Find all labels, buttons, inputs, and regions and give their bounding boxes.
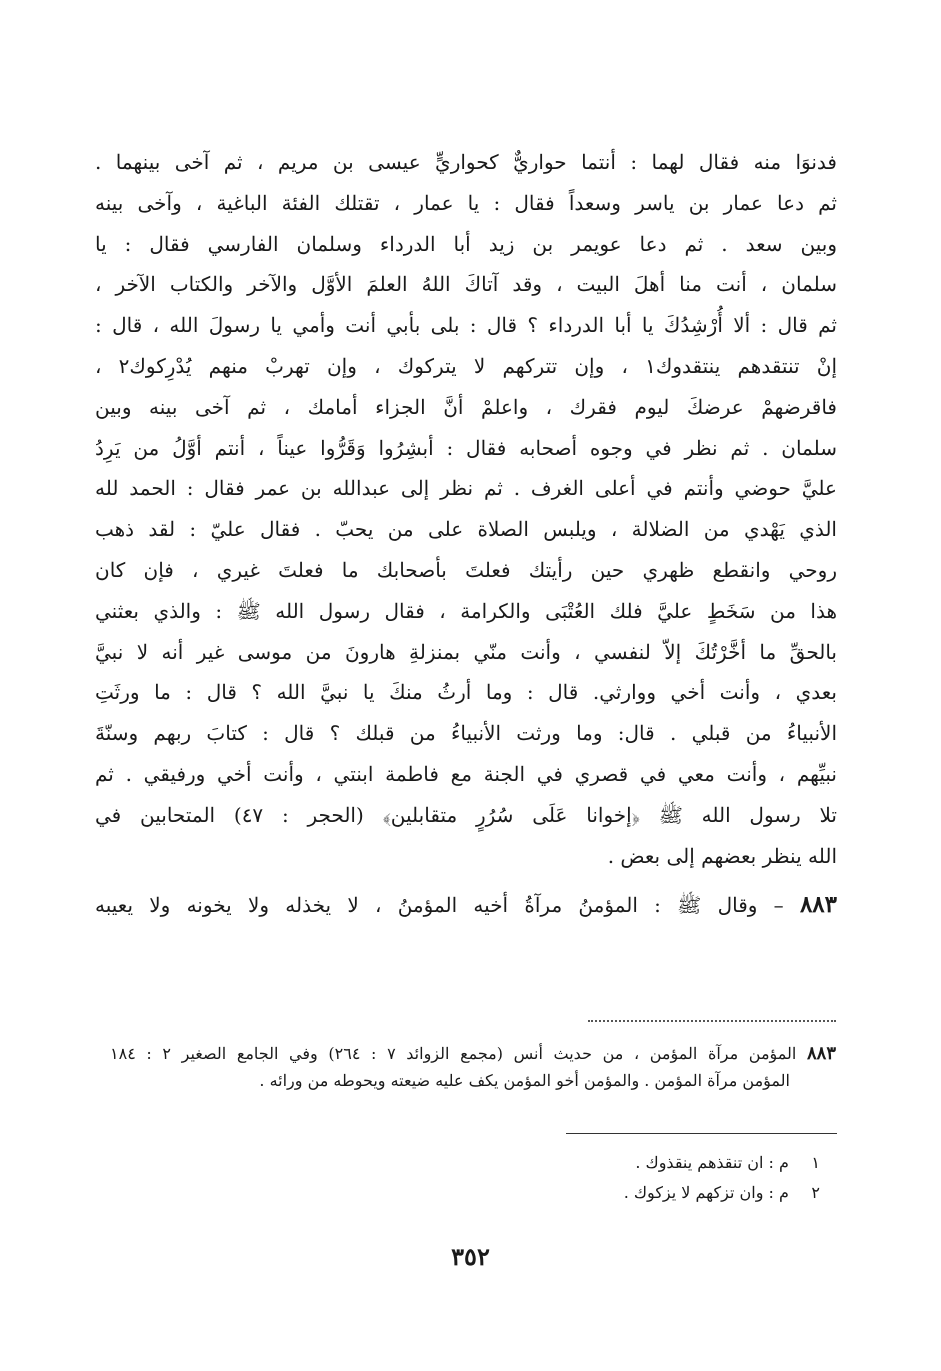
body-line-16: نبيِّهم ، وأنت معي في قصري في الجنة مع فاطمة ابنتي ، وأنت أخي ورفيقي . ثم [95,761,837,786]
body-line-2: ثم دعا عمار بن ياسر وسعداً فقال : يا عمار ، تقتلك الفئة الباغية ، وآخى بينه [95,190,837,215]
body-line-10: الذي يَهْدي من الضلالة ، ويلبس الصلاة على من يحبّ . فقال عليّ : لقد ذهب [95,517,837,542]
body-line-11: روحي وانقطع ظهري حين رأيتك فعلتَ بأصحابك ما فعلتَ غيري ، فإن كان [95,557,837,582]
hadith-note-line-2: المؤمن مرآة المؤمن . والمؤمن أخو المؤمن يكف عليه ضيعته ويحوطه من ورائه . [259,1071,790,1090]
dotted-divider [588,1020,836,1022]
body-line-18: الله ينظر بعضهم إلى بعض . [607,843,837,868]
hadith-entry [95,884,837,926]
page-number: ٣٥٢ [451,1242,490,1271]
footnote-2 [430,1178,820,1208]
hadith-number: ٨٨٣ [799,891,837,919]
body-line-13: بالحقِّ ما أخَّرْتُكَ إلاّ لنفسي ، وأنت منّي بمنزلةِ هارونَ من موسى غير أنه لا نبيَّ [95,639,837,664]
footnotes [430,1148,820,1208]
body-line-4: سلمان ، أنت منا أهلَ البيت ، وقد آتاكَ اللهُ العلمَ الأوَّل والآخر والكتاب الآخر ، [95,272,837,297]
body-line-6: إنْ تنتقدهم ينتقدوك١ ، وإن تتركهم لا يتركوك ، وإن تهربْ منهم يُدْرِكوك٢ ، [95,353,837,378]
hadith-text: – وقال ﷺ : المؤمنُ مرآةُ أخيه المؤمنُ ، لا يخذله ولا يخونه ولا يعيبه [95,893,784,918]
body-line-8: سلمان . ثم نظر في وجوه أصحابه فقال : أبشِرُوا وَقَرُّوا عيناً ، أنتم أوَّلُ من يَرِدُ [95,435,837,460]
body-line-5: ثم قال : ألا أُرْشِدُكَ يا أبا الدرداء ؟ قال : بلى بأبي أنت وأمي يا رسولَ الله ، قال : [95,313,837,338]
footnote-1 [430,1148,820,1178]
footnote-divider [566,1133,837,1134]
hadith-reference-note [110,1040,836,1094]
body-line-12: هذا من سَخَطٍ عليَّ فلك العُتْبَى والكرامة ، فقال رسول الله ﷺ : والذي بعثني [95,598,837,623]
body-line-1: فدنوَا منه فقال لهما : أنتما حواريٌّ كحواريٍّ عيسى بن مريم ، ثم آخى بينهما . [95,150,837,174]
body-line-7: فاقرضهمْ عرضكَ ليوم فقرك ، واعلمْ أنَّ الجزاء أمامك ، ثم آخى بينه وبين [95,394,837,419]
main-text-block [95,142,837,926]
hadith-note-text-1: المؤمن مرآة المؤمن ، من حديث أنس (مجمع الزوائد ٧ : ٢٦٤) وفي الجامع الصغير ٢ : ١٨٤ [110,1044,797,1063]
body-line-9: عليَّ حوضي وأنتم في أعلى الغرف . ثم نظر إلى عبدالله بن عمر فقال : الحمد لله [95,476,837,501]
body-line-3: وبين سعد . ثم دعا عويمر بن زيد أبا الدرداء وسلمان الفارسي فقال : يا [95,231,837,256]
footnote-number: ١ [811,1153,820,1172]
hadith-note-line-1 [110,1040,836,1067]
body-line-15: الأنبياءُ من قبلي . قال: وما ورثت الأنبياءُ من قبلك ؟ قال : كتابَ ربهم وسنّةَ [95,721,837,746]
footnote-text: م : وان تزكهم لا يزكوك . [623,1183,789,1202]
body-line-14: بعدي ، وأنت أخي ووارثي. قال : وما أرثُ منكَ يا نبيَّ الله ؟ قال : ما ورثَتِ [95,680,837,705]
hadith-note-number: ٨٨٣ [807,1043,836,1064]
body-line-17: تلا رسول الله ﷺ ﴿إخوانا عَلَى سُرُرٍ متقابلين﴾ (الحجر : ٤٧) المتحابين في [95,802,837,827]
footnote-number: ٢ [811,1183,820,1202]
footnote-text: م : ان تنقذهم ينقذوك . [635,1153,789,1172]
